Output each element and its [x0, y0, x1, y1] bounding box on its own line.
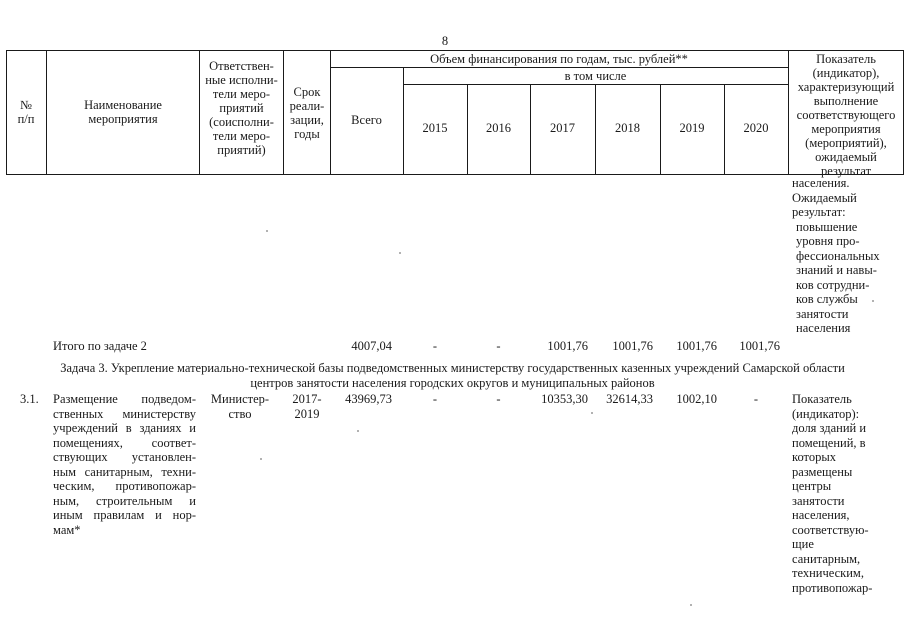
row-3-1-total: 43969,73 — [345, 392, 392, 406]
header-year-2015: 2015 — [422, 121, 448, 135]
continued-indicator-text: населения. Ожидаемый результат: повышение уровня про- фессиональных знаний и навы- ков сотрудни- ков службы занятости населения — [792, 176, 880, 335]
total-row-2019: 1001,76 — [676, 339, 717, 353]
row-3-1-2015: - — [432, 392, 438, 406]
header-col-number: № п/п — [17, 98, 35, 126]
total-row-2018: 1001,76 — [612, 339, 653, 353]
header-col-responsible: Ответствен- ные исполни- тели меро- приятий (соисполни- тели меро- приятий) — [205, 59, 278, 157]
total-row-2016: - — [496, 339, 501, 353]
row-3-1-responsible: Министер- ство — [210, 392, 270, 421]
page-number: 8 — [441, 34, 449, 48]
header-col-term: Срок реали- зации, годы — [289, 85, 325, 141]
total-row-label: Итого по задаче 2 — [53, 339, 147, 353]
row-3-1-term: 2017- 2019 — [292, 392, 322, 421]
header-year-2018: 2018 — [615, 121, 640, 135]
header-including: в том числе — [564, 69, 627, 83]
row-3-1-number: 3.1. — [20, 392, 39, 406]
row-3-1-name: Размещение подведом- ственных министерству учреждений в зданиях и помещениях, соответ- ствующих установлен- ным санитарным, техни- ческим, противопожар- ным, строительным и иным правилам и нор- мам* — [53, 392, 196, 537]
header-total: Всего — [351, 113, 382, 127]
total-row-2015: - — [432, 339, 438, 353]
header-col-name: Наименование мероприятия — [84, 98, 162, 126]
header-year-2016: 2016 — [486, 121, 511, 135]
header-year-2020: 2020 — [743, 121, 769, 135]
row-3-1-indicator: Показатель (индикатор): доля зданий и помещений, в которых размещены центры занятости населения, соответствую- щие санитарным, техническим, противопожар- — [792, 392, 873, 595]
row-3-1-2018: 32614,33 — [606, 392, 653, 406]
row-3-1-2020: - — [753, 392, 759, 406]
header-col-indicator: Показатель (индикатор), характеризующий выполнение соответствующего мероприятия (мероприятий), ожидаемый результат — [796, 52, 896, 178]
total-row-2020: 1001,76 — [739, 339, 780, 353]
header-year-2017: 2017 — [550, 121, 575, 135]
total-row-total: 4007,04 — [351, 339, 392, 353]
header-year-2019: 2019 — [679, 121, 705, 135]
task-3-heading: Задача 3. Укрепление материально-технической базы подведомственных министерству государственных казенных учреждений Самарской области центров занятости населения городских округов и муниципальных районов — [60, 361, 845, 390]
row-3-1-2016: - — [496, 392, 501, 406]
header-financing-title: Объем финансирования по годам, тыс. рублей** — [430, 52, 688, 66]
row-3-1-2019: 1002,10 — [676, 392, 717, 406]
row-3-1-2017: 10353,30 — [541, 392, 588, 406]
total-row-2017: 1001,76 — [547, 339, 588, 353]
